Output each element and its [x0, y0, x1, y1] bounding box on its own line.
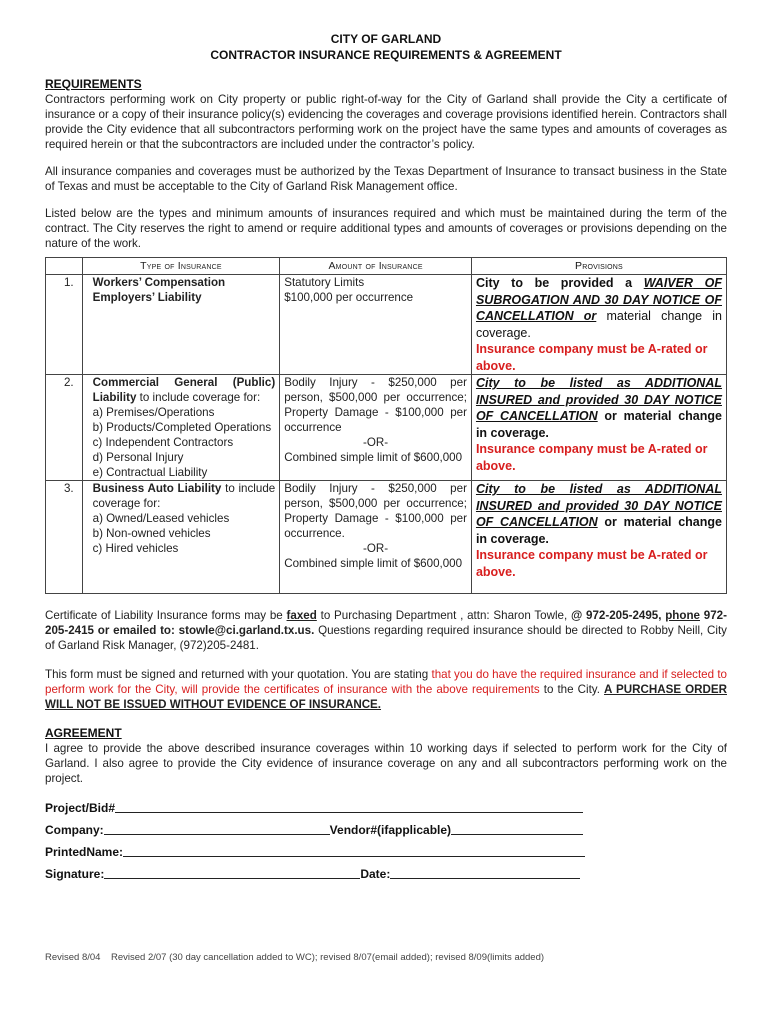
printed-name-field[interactable]: PrintedName: [45, 844, 727, 860]
table-row [46, 375, 727, 481]
insurance-type: Business Auto Liability to include coverage for: a) Owned/Leased vehicles b) Non-owned vehicles c) Hired vehicles [82, 481, 280, 594]
requirements-paragraph-3: Listed below are the types and minimum amounts of insurances required and which must be maintained during the term of the contract. The City reserves the right to amend or require additional types and amounts of coverages or provisions depending on the nature of the work. [45, 207, 727, 250]
requirements-heading: REQUIREMENTS [45, 77, 142, 91]
insurance-amount: Bodily Injury - $250,000 per person, $500,000 per occurrence; Property Damage - $100,000 per occurrence. -OR- Combined simple limit of $600,000 [280, 481, 472, 594]
contact-email: 972-205-2415 or emailed to: stowle@ci.garland.tx.us. [45, 609, 727, 637]
insurance-table [45, 257, 727, 594]
coverage-item: d) Personal Injury [92, 451, 184, 464]
insurance-amount: Statutory Limits $100,000 per occurrence [280, 275, 472, 375]
row-number: 3. [46, 481, 83, 594]
coverage-item: b) Non-owned vehicles [92, 527, 211, 540]
signature-date-field[interactable]: Signature: Date: [45, 866, 727, 882]
sign-notice: This form must be signed and returned with your quotation. You are stating that you do have the required insurance and if selected to perform work for the City, will provide the certificates of insurance with the above requirements to the City. A PURCHASE ORDER WILL NOT BE ISSUED WITHOUT EVIDENCE OF INSURANCE. [45, 668, 727, 711]
table-row [46, 481, 727, 594]
revision-footer: Revised 8/04 Revised 2/07 (30 day cancellation added to WC); revised 8/07(email added); revised 8/09(limits added) [45, 952, 545, 963]
insurance-type: Commercial General (Public) Liability to include coverage for: a) Premises/Operations b) Products/Completed Operations c) Independent Contractors d) Personal Injury e) Contractual Liability [82, 375, 280, 481]
agreement-text: I agree to provide the above described insurance coverages within 10 working days if selected to perform work for the City of Garland. I also agree to provide the City evidence of insurance coverage on any and all subcontractors performing work on the project. [45, 742, 727, 785]
certificate-instructions: Certificate of Liability Insurance forms may be faxed to Purchasing Department , attn: Sharon Towle, @ 972-205-2495, phone 972-205-2415 or emailed to: stowle@ci.garland.tx.us. Questions regarding required insurance should be directed to Robby Neill, City of Garland Risk Manager, (972)205-2481. [45, 609, 727, 652]
faxed-text: faxed [286, 609, 317, 622]
coverage-item: a) Premises/Operations [92, 406, 215, 419]
company-vendor-field[interactable]: Company: Vendor#(ifapplicable) [45, 822, 727, 838]
insurance-provisions: City to be provided a WAIVER OF SUBROGATION AND 30 DAY NOTICE OF CANCELLATION or material change in coverage. Insurance company must be A-rated or above. [471, 275, 726, 375]
city-title: CITY OF GARLAND [330, 32, 442, 46]
coverage-item: b) Products/Completed Operations [92, 421, 272, 434]
row-number: 2. [46, 375, 83, 481]
coverage-item: c) Independent Contractors [92, 436, 234, 449]
requirements-paragraph-2: All insurance companies and coverages must be authorized by the Texas Department of Insurance to transact business in the State of Texas and must be acceptable to the City of Garland Risk Management office. [45, 165, 727, 193]
document-page [45, 32, 727, 882]
form-title: CONTRACTOR INSURANCE REQUIREMENTS & AGREEMENT [210, 47, 562, 62]
coverage-item: a) Owned/Leased vehicles [92, 512, 230, 525]
header-provisions: Provisions [471, 258, 726, 275]
agreement-heading: AGREEMENT [45, 726, 122, 740]
table-header-row [46, 258, 727, 275]
coverage-item: e) Contractual Liability [92, 466, 208, 479]
insurance-provisions: City to be listed as ADDITIONAL INSURED and provided 30 DAY NOTICE OF CANCELLATION or material change in coverage. Insurance company must be A-rated or above. [471, 481, 726, 594]
requirements-paragraph-1: Contractors performing work on City property or public right-of-way for the City of Garland shall provide the City a certificate of insurance or a copy of their insurance policy(s) evidencing the coverages and coverage provisions identified herein. Contractors shall provide the City evidence that all subcontractors performing work on the project have the same types and amounts of coverages as required herein or that the subcontractors are included under the contractor’s policy. [45, 93, 727, 151]
table-row [46, 275, 727, 375]
project-bid-field[interactable]: Project/Bid# [45, 800, 727, 816]
header-amount: Amount of Insurance [280, 258, 472, 275]
insurance-provisions: City to be listed as ADDITIONAL INSURED and provided 30 DAY NOTICE OF CANCELLATION or material change in coverage. Insurance company must be A-rated or above. [471, 375, 726, 481]
coverage-item: c) Hired vehicles [92, 542, 179, 555]
header-num [46, 258, 83, 275]
header-type: Type of Insurance [82, 258, 280, 275]
insurance-amount: Bodily Injury - $250,000 per person, $500,000 per occurrence; Property Damage - $100,000 per occurrence -OR- Combined simple limit of $600,000 [280, 375, 472, 481]
row-number: 1. [46, 275, 83, 375]
insurance-type: Workers’ Compensation Employers’ Liability [82, 275, 280, 375]
